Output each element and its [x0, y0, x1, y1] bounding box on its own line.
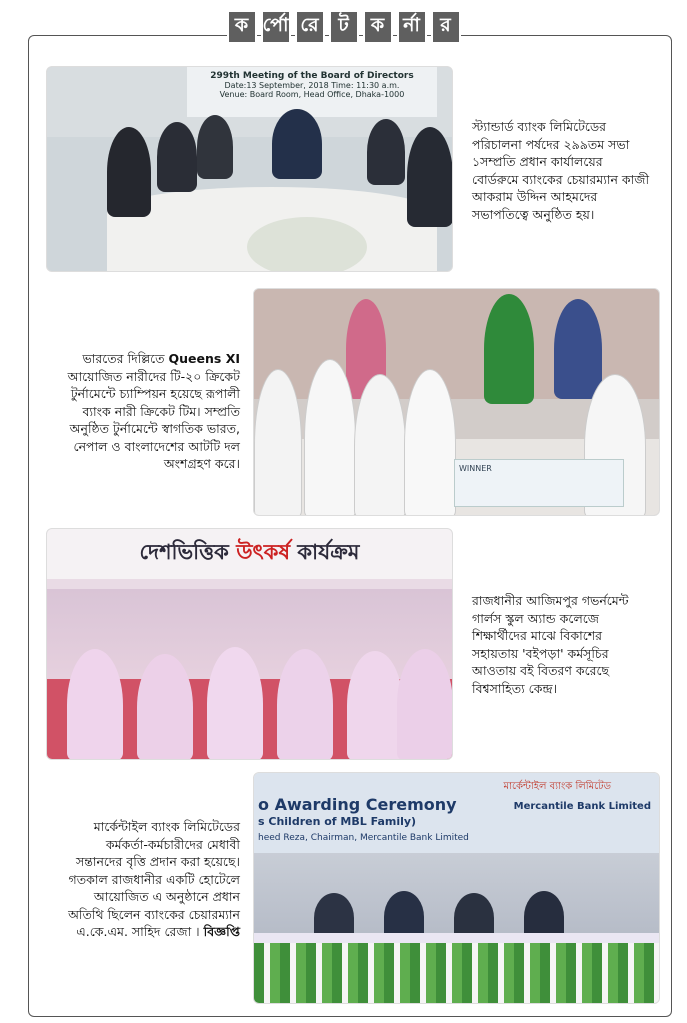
book-distribution-photo	[46, 528, 453, 760]
player-figure	[254, 369, 302, 516]
banner-line: Date:13 September, 2018 Time: 11:30 a.m.	[224, 81, 400, 90]
cricket-team-photo	[253, 288, 660, 516]
table-emblem	[247, 217, 367, 272]
player-figure	[404, 369, 456, 516]
award-ceremony-photo	[253, 772, 660, 1004]
student-figure	[67, 649, 123, 760]
student-figure	[347, 651, 403, 760]
banner-line: 299th Meeting of the Board of Directors	[210, 71, 414, 81]
student-figure	[207, 647, 263, 760]
board-meeting-photo	[46, 66, 453, 272]
person-figure	[272, 109, 322, 179]
banner-word: উৎকর্ষ	[236, 540, 291, 564]
winner-cheque	[454, 459, 624, 507]
caption-text: ভারতের দিল্লিতে	[82, 351, 165, 366]
banner-word: কার্যক্রম	[297, 540, 360, 564]
caption-board-meeting: স্ট্যান্ডার্ড ব্যাংক লিমিটেডের পরিচালনা পর্ষদের ২৯৯তম সভা ১সম্প্রতি প্রধান কার্যালয়ের বোর্ডরুমে ব্যাংকের চেয়ারম্যান কাজী আকরাম উদ্দিন আহমদের সভাপতিত্বে অনুষ্ঠিত হয়।	[472, 119, 650, 222]
bank-logo: Mercantile Bank Limited	[513, 801, 651, 812]
header-letter: র্না	[397, 10, 427, 44]
caption-text: আয়োজিত নারীদের টি-২০ ক্রিকেট টুর্নামেন্টে চ্যাম্পিয়ন হয়েছে রূপালী ব্যাংক নারী ক্রিকেট টিম। সম্প্রতি অনুষ্ঠিত টুর্নামেন্টে স্বাগতিক ভারত, নেপাল ও বাংলাদেশের আটটি দল অংশগ্রহণ করে।	[67, 368, 240, 471]
caption-cricket	[50, 350, 240, 473]
header-letter: র	[431, 10, 461, 44]
flower-decoration	[254, 943, 659, 1004]
banner-subtitle: s Children of MBL Family)	[258, 815, 417, 828]
person-figure	[157, 122, 197, 192]
student-figure	[137, 654, 193, 760]
section-header	[0, 10, 687, 48]
header-letter: ক	[363, 10, 393, 44]
caption-credit: বিজ্ঞপ্তি	[203, 924, 240, 939]
bank-logo-bangla: মার্কেন্টাইল ব্যাংক লিমিটেড	[503, 781, 611, 792]
header-letter: রে	[295, 10, 325, 44]
student-figure	[397, 649, 453, 760]
caption-book-distribution: রাজধানীর আজিমপুর গভর্নমেন্ট গার্লস স্কুল অ্যান্ড কলেজে শিক্ষার্থীদের মাঝে বিকাশের সহায়তায় 'বইপড়া' কর্মসূচির আওতায় বই বিতরণ করেছে বিশ্বসাহিত্য কেন্দ্র।	[472, 593, 629, 696]
header-letter: র্পো	[261, 10, 291, 44]
person-figure	[367, 119, 405, 185]
student-figure	[277, 649, 333, 760]
cheque-label: WINNER	[459, 464, 492, 473]
header-letter: ট	[329, 10, 359, 44]
caption-text: মার্কেন্টাইল ব্যাংক লিমিটেডের কর্মকর্তা-কর্মচারীদের মেধাবী সন্তানদের বৃত্তি প্রদান করা হয়েছে। গতকাল রাজধানীর একটি হোটেলে আয়োজিত এ অনুষ্ঠানে প্রধান অতিথি ছিলেন ব্যাংকের চেয়ারম্যান এ.কে.এম. সাহিদ রেজা ।	[68, 819, 240, 939]
header-letter: ক	[227, 10, 257, 44]
meeting-banner	[187, 67, 437, 117]
player-figure	[304, 359, 356, 516]
ceremony-banner	[254, 773, 659, 853]
person-figure	[484, 294, 534, 404]
banner-word: দেশভিত্তিক	[139, 540, 229, 564]
program-banner	[47, 529, 452, 579]
player-figure	[354, 374, 406, 516]
banner-line: Venue: Board Room, Head Office, Dhaka-1000	[219, 90, 405, 99]
banner-chief-guest: heed Reza, Chairman, Mercantile Bank Limited	[258, 833, 469, 843]
caption-award-ceremony	[60, 818, 240, 941]
caption-team-name: Queens XI	[168, 351, 240, 366]
person-figure	[554, 299, 602, 399]
banner-title: o Awarding Ceremony	[258, 795, 457, 814]
person-figure	[197, 115, 233, 179]
person-figure	[407, 127, 453, 227]
person-figure	[107, 127, 151, 217]
